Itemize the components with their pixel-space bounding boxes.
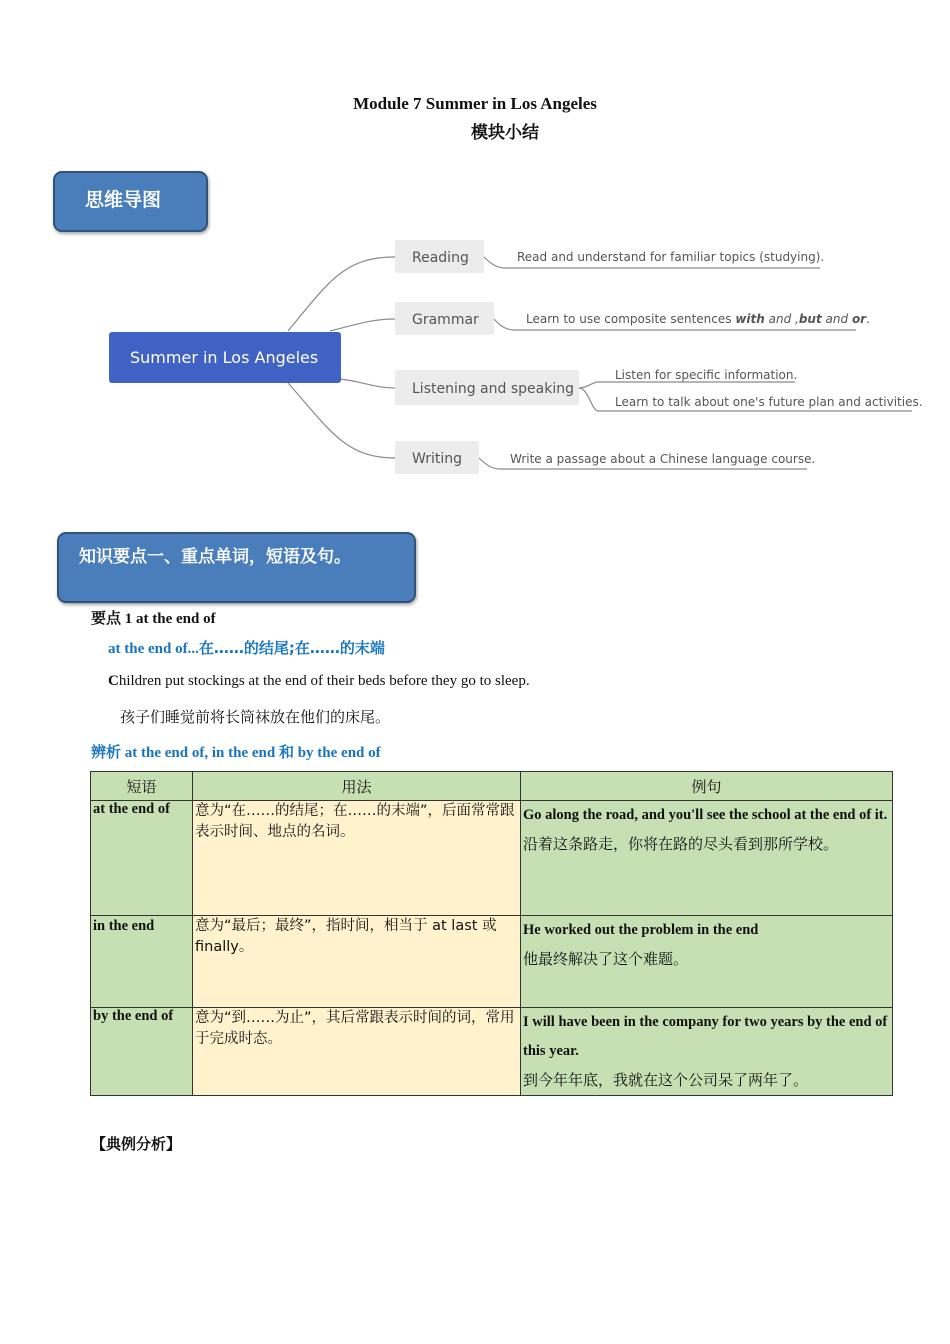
title-sub: 模块小结	[471, 123, 539, 143]
table-cell-usage: 意为“在……的结尾；在……的末端”，后面常常跟表示时间、地点的名词。	[193, 801, 521, 916]
branch-reading-note: Read and understand for familiar topics (studying).	[517, 250, 825, 264]
table-row	[91, 801, 893, 916]
table-header-row	[91, 772, 893, 801]
table-cell-example: I will have been in the company for two years by the end of this year. 到今年年底，我就在这个公司呆了两年了。	[521, 1008, 893, 1096]
table-cell-usage: 意为“到……为止”，其后常跟表示时间的词，常用于完成时态。	[193, 1008, 521, 1096]
point1-definition: at the end of...在……的结尾;在……的末端	[108, 639, 385, 657]
branch-writing-note: Write a passage about a Chinese language course.	[510, 452, 816, 466]
table-cell-term: by the end of	[91, 1008, 193, 1096]
table-cell-term: at the end of	[91, 801, 193, 916]
table-cell-term: in the end	[91, 916, 193, 1008]
table-row	[91, 1008, 893, 1096]
table-cell-usage: 意为“最后；最终”，指时间，相当于 at last 或 finally。	[193, 916, 521, 1008]
section-knowledge-label: 知识要点一、重点单词，短语及句。	[79, 547, 351, 567]
title-main: Module 7 Summer in Los Angeles	[353, 94, 597, 113]
comparison-table	[90, 771, 893, 1096]
analysis-heading: 辨析 at the end of, in the end 和 by the end of	[91, 743, 381, 761]
branch-listening-note-2: Learn to talk about one's future plan and activities.	[615, 395, 923, 409]
branch-reading-label: Reading	[412, 250, 469, 266]
branch-grammar-note: Learn to use composite sentences with and ,but and or.	[526, 312, 870, 326]
section-mindmap-header	[53, 171, 208, 232]
table-header: 短语	[91, 772, 193, 801]
table-header: 例句	[521, 772, 893, 801]
example-analysis-heading: 【典例分析】	[91, 1135, 182, 1153]
section-mindmap-label: 思维导图	[85, 189, 162, 211]
table-header: 用法	[193, 772, 521, 801]
mind-map	[0, 230, 950, 490]
section-knowledge-header	[57, 532, 416, 603]
point1-heading: 要点 1 at the end of	[91, 609, 216, 627]
point1-example: Children put stockings at the end of their beds before they go to sleep.	[108, 673, 530, 689]
page-title	[0, 94, 950, 143]
branch-writing-label: Writing	[412, 451, 462, 467]
mind-map-root-label: Summer in Los Angeles	[130, 348, 319, 367]
point1-translation: 孩子们睡觉前将长筒袜放在他们的床尾。	[120, 708, 391, 726]
table-cell-example: Go along the road, and you'll see the school at the end of it. 沿着这条路走，你将在路的尽头看到那所学校。	[521, 801, 893, 916]
table-cell-example: He worked out the problem in the end 他最终解决了这个难题。	[521, 916, 893, 1008]
branch-grammar-label: Grammar	[412, 312, 479, 328]
branch-listening-note-1: Listen for specific information.	[615, 368, 798, 382]
branch-listening-label: Listening and speaking	[412, 381, 574, 397]
table-row	[91, 916, 893, 1008]
mind-map-connectors	[288, 257, 912, 469]
